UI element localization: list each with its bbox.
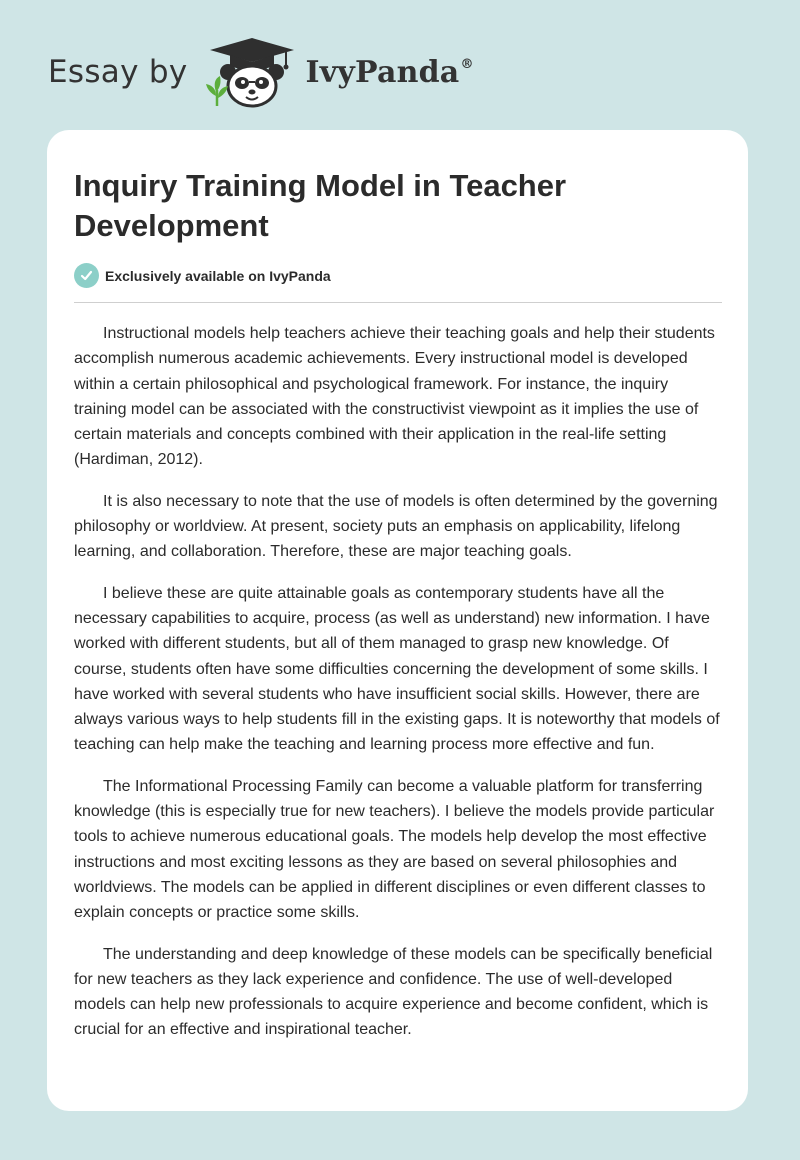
- exclusive-badge-label: Exclusively available on IvyPanda: [105, 267, 331, 284]
- paragraph: I believe these are quite attainable goals as contemporary students have all the necessary capabilities to acquire, process (as well as understand) new information. I have worked with different students, but all of them managed to grasp new knowledge. Of course, students often have some difficulties concerning the development of some skills. I have worked with several students who have insufficient social skills. However, there are always various ways to help students fill in the existing gaps. It is noteworthy that models of teaching can help make the teaching and learning process more effective and fun.: [74, 584, 720, 754]
- brand-name-text: IvyPanda: [305, 54, 460, 90]
- brand-name[interactable]: [306, 55, 474, 90]
- panda-logo-icon[interactable]: [202, 36, 302, 108]
- registered-mark: ®: [460, 56, 474, 72]
- exclusive-badge: [74, 263, 331, 288]
- paragraph: The understanding and deep knowledge of these models can be specifically beneficial for new teachers as they lack experience and confidence. The use of well-developed models can help new professionals to acquire experience and become confident, which is crucial for an effective and inspirational teacher.: [74, 945, 713, 1039]
- brand-header: [48, 36, 474, 108]
- paragraph: Instructional models help teachers achieve their teaching goals and help their students accomplish numerous academic achievements. Every instructional model is developed within a certain philosophical and psychological framework. For instance, the inquiry training model can be associated with the constructivist viewpoint as it implies the use of certain materials and concepts combined with their application in the real-life setting (Hardiman, 2012).: [74, 325, 715, 469]
- essay-body: [74, 321, 724, 1059]
- check-icon: [74, 263, 99, 288]
- essay-card: [47, 130, 748, 1111]
- page-title: Inquiry Training Model in Teacher Development: [74, 168, 567, 243]
- paragraph: It is also necessary to note that the use of models is often determined by the governing philosophy or worldview. At present, society puts an emphasis on applicability, lifelong learning, and collaboration. Therefore, these are major teaching goals.: [74, 492, 718, 561]
- essay-by-label: Essay by: [48, 54, 188, 90]
- divider: [74, 302, 722, 303]
- paragraph: The Informational Processing Family can become a valuable platform for transferring knowledge (this is especially true for new teachers). I believe the models provide particular tools to achieve numerous educational goals. The models help develop the most effective instructions and most exciting lessons as they are based on several philosophies and worldviews. The models can be applied in different disciplines or even different classes to explain concepts or practice some skills.: [74, 777, 715, 922]
